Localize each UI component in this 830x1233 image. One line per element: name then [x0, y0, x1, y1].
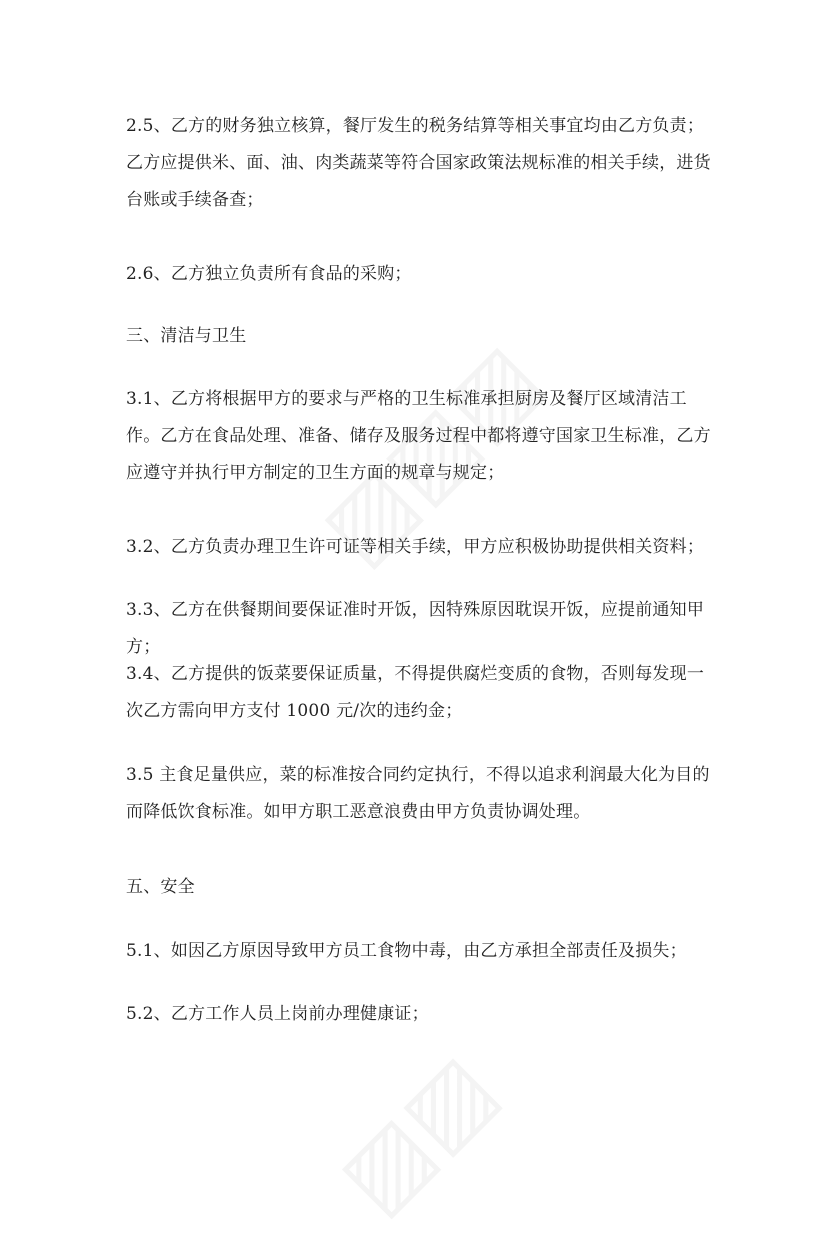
paragraph-5-2: 5.2、乙方工作人员上岗前办理健康证；	[126, 1004, 429, 1024]
paragraph-3-5: 3.5 主食足量供应，菜的标准按合同约定执行，不得以追求利润最大化为目的而降低饮食标准。如甲方职工恶意浪费由甲方负责协调处理。	[126, 765, 710, 822]
paragraph-2-6: 2.6、乙方独立负责所有食品的采购；	[126, 264, 412, 284]
paragraph-2-5: 2.5、乙方的财务独立核算，餐厅发生的税务结算等相关事宜均由乙方负责；乙方应提供米、面、油、肉类蔬菜等符合国家政策法规标准的相关手续，进货台账或手续备查；	[126, 116, 711, 210]
paragraph-3-3: 3.3、乙方在供餐期间要保证准时开饭，因特殊原因耽误开饭，应提前通知甲方；	[126, 600, 705, 657]
paragraph-3-1: 3.1、乙方将根据甲方的要求与严格的卫生标准承担厨房及餐厅区域清洁工作。乙方在食品处理、准备、储存及服务过程中都将遵守国家卫生标准，乙方应遵守并执行甲方制定的卫生方面的规章与规定；	[126, 389, 711, 483]
section-heading-safety: 五、安全	[126, 877, 195, 897]
watermark-graphic	[318, 1034, 517, 1233]
paragraph-3-2: 3.2、乙方负责办理卫生许可证等相关手续，甲方应积极协助提供相关资料；	[126, 537, 705, 557]
paragraph-3-4: 3.4、乙方提供的饭菜要保证质量，不得提供腐烂变质的食物，否则每发现一次乙方需向甲方支付 1000 元/次的违约金；	[126, 664, 705, 721]
section-heading-cleaning: 三、清洁与卫生	[126, 326, 247, 346]
paragraph-5-1: 5.1、如因乙方原因导致甲方员工食物中毒，由乙方承担全部责任及损失；	[126, 941, 687, 961]
